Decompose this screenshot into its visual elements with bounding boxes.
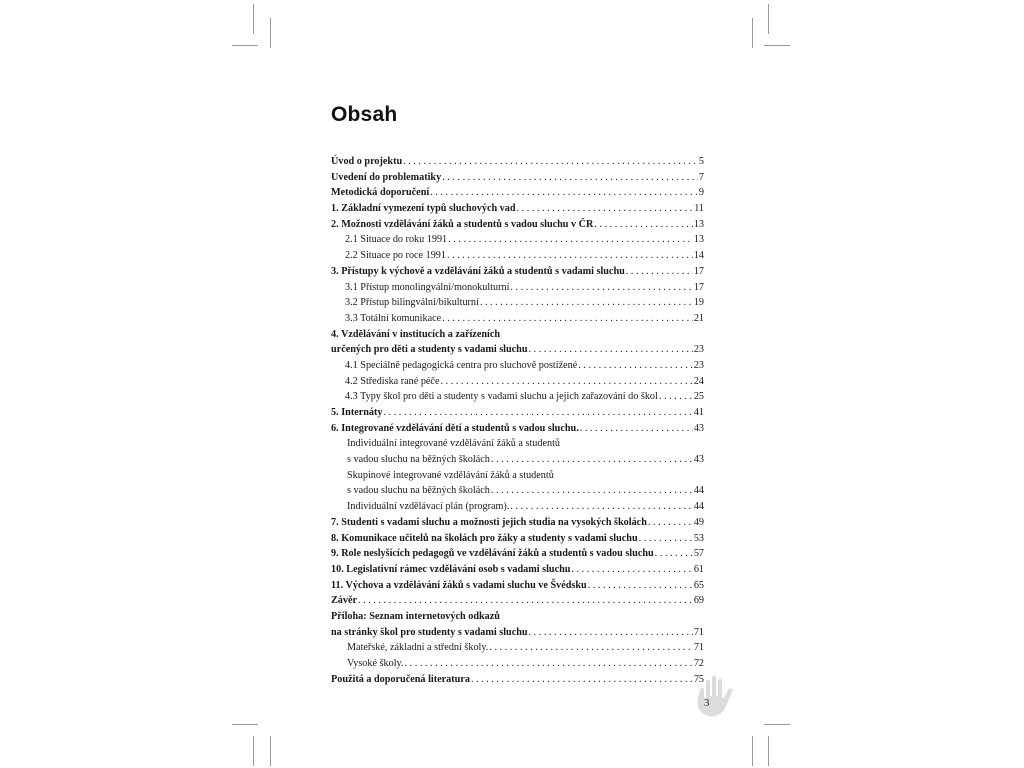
toc-entry (331, 436, 704, 452)
toc-entry-page: 24 (693, 375, 704, 387)
toc-entry (331, 264, 704, 280)
toc-entry (331, 295, 704, 311)
toc-entry-title: 3.3 Totální komunikace (345, 312, 442, 324)
toc-entry-page: 13 (693, 234, 704, 246)
toc-leader-dots (626, 264, 693, 280)
toc-leader-dots (510, 280, 692, 296)
toc-entry-title: 7. Studenti s vadami sluchu a možnosti jejich studia na vysokých školách (331, 516, 647, 528)
crop-mark-icon (764, 724, 790, 725)
toc-entry-page: 7 (698, 171, 704, 183)
toc-entry-title: 8. Komunikace učitelů na školách pro žáky a studenty s vadami sluchu (331, 532, 638, 544)
page-title: Obsah (331, 103, 398, 126)
toc-entry (331, 217, 704, 233)
toc-entry (331, 185, 704, 201)
toc-entry (331, 562, 704, 578)
toc-entry (331, 640, 704, 656)
toc-entry (331, 358, 704, 374)
toc-entry (331, 593, 704, 609)
toc-entry-page: 43 (693, 454, 704, 466)
toc-entry-title: Metodická doporučení (331, 187, 430, 199)
toc-entry-title: 5. Internáty (331, 407, 383, 418)
toc-entry-title: na stránky škol pro studenty s vadami sluchu (331, 626, 528, 638)
crop-mark-icon (768, 736, 769, 766)
toc-entry (331, 672, 704, 688)
toc-entry-page: 57 (693, 548, 704, 560)
toc-entry-title: 10. Legislativní rámec vzdělávání osob s vadami sluchu (331, 563, 571, 575)
toc-leader-dots (529, 342, 693, 358)
toc-entry-page: 44 (693, 501, 704, 513)
toc-entry (331, 232, 704, 248)
toc-entry-page: 21 (693, 312, 704, 324)
toc-entry (331, 625, 704, 641)
toc-leader-dots (655, 546, 693, 562)
toc-entry (331, 248, 704, 264)
toc-entry (331, 421, 704, 437)
toc-entry (331, 311, 704, 327)
toc-entry-page: 71 (693, 626, 704, 638)
toc-entry (331, 280, 704, 296)
toc-entry-title: Individuální vzdělávací plán (program). (347, 501, 510, 513)
toc-leader-dots (578, 358, 693, 374)
toc-entry-page: 75 (693, 673, 704, 685)
toc-entry-page: 11 (694, 203, 704, 215)
toc-entry (331, 170, 704, 186)
toc-entry (331, 452, 704, 468)
toc-entry-title: 9. Role neslyšících pedagogů ve vzdělávání žáků a studentů s vadou sluchu (331, 548, 654, 560)
toc-entry-title: Použitá a doporučená literatura (331, 673, 470, 685)
toc-leader-dots (471, 672, 693, 688)
toc-leader-dots (489, 640, 692, 656)
toc-leader-dots (491, 483, 693, 499)
crop-mark-icon (232, 724, 258, 725)
crop-mark-icon (253, 4, 254, 34)
toc-entry-page: 41 (693, 407, 704, 418)
toc-entry-page: 43 (693, 422, 704, 434)
toc-entry-page: 69 (693, 595, 704, 607)
toc-leader-dots (659, 389, 693, 405)
toc-entry (331, 374, 704, 390)
toc-leader-dots (403, 154, 698, 170)
crop-mark-icon (270, 18, 271, 48)
toc-leader-dots (648, 515, 693, 531)
toc-entry-title: určených pro děti a studenty s vadami sluchu (331, 344, 528, 356)
toc-entry (331, 546, 704, 562)
toc-entry-title: Vysoké školy. (347, 658, 404, 669)
toc-entry-page: 49 (693, 516, 704, 528)
toc-leader-dots (510, 499, 692, 515)
hand-icon (690, 672, 740, 720)
toc-entry-title: Závěr (331, 595, 358, 607)
toc-leader-dots (480, 295, 693, 311)
toc-leader-dots (594, 217, 692, 233)
toc-leader-dots (517, 201, 694, 217)
toc-entry (331, 327, 704, 343)
toc-entry-title: Uvedení do problematiky (331, 171, 442, 183)
toc-entry-title: Úvod o projektu (331, 156, 403, 167)
toc-entry-title: s vadou sluchu na běžných školách (347, 485, 490, 497)
toc-entry (331, 578, 704, 594)
toc-entry-title: 4. Vzdělávání v institucích a zařízeních (331, 328, 501, 340)
toc-leader-dots (430, 185, 698, 201)
toc-leader-dots (447, 248, 693, 264)
toc-entry-title: 4.3 Typy škol pro děti a studenty s vadami sluchu a jejich zařazování do škol (345, 391, 658, 403)
toc-entry (331, 389, 704, 405)
crop-mark-icon (752, 736, 753, 766)
toc-entry (331, 201, 704, 217)
toc-entry-title: 4.2 Střediska rané péče (345, 375, 440, 387)
toc-entry-title: 1. Základní vymezení typů sluchových vad (331, 203, 516, 215)
toc-entry (331, 656, 704, 672)
toc-entry-title: 3. Přístupy k výchově a vzdělávání žáků a studentů s vadami sluchu (331, 265, 625, 277)
toc-entry-page: 9 (698, 187, 704, 199)
toc-entry-title: 6. Integrované vzdělávání dětí a studentů s vadou sluchu. (331, 422, 579, 434)
toc-leader-dots (588, 578, 693, 594)
toc-entry-page: 61 (693, 563, 704, 575)
toc-entry-title: Mateřské, základní a střední školy. (347, 642, 489, 654)
toc-entry-page: 44 (693, 485, 704, 497)
toc-entry-page: 14 (693, 250, 704, 262)
page-number: 3 (704, 697, 710, 709)
toc-entry-page: 17 (693, 265, 704, 277)
toc-entry-title: s vadou sluchu na běžných školách (347, 454, 490, 466)
toc-entry (331, 405, 704, 421)
toc-leader-dots (529, 625, 693, 641)
toc-leader-dots (639, 531, 693, 547)
toc-entry (331, 609, 704, 625)
toc-entry (331, 515, 704, 531)
crop-mark-icon (752, 18, 753, 48)
toc-leader-dots (442, 311, 693, 327)
toc-leader-dots (442, 170, 698, 186)
toc-entry-title: 2.1 Situace do roku 1991 (345, 234, 448, 246)
toc-leader-dots (440, 374, 692, 390)
toc-entry-title: 4.1 Speciálně pedagogická centra pro sluchově postižené (345, 359, 578, 371)
toc-entry (331, 342, 704, 358)
toc-entry-page: 5 (698, 156, 704, 167)
toc-entry-title: Příloha: Seznam internetových odkazů (331, 610, 500, 622)
toc-entry-page: 23 (693, 344, 704, 356)
toc-entry-page: 13 (693, 218, 704, 230)
toc-entry-title: 2.2 Situace po roce 1991 (345, 250, 446, 262)
toc-entry-page: 72 (693, 658, 704, 669)
toc-entry-title: 11. Výchova a vzdělávání žáků s vadami sluchu ve Švédsku (331, 579, 587, 591)
toc-leader-dots (571, 562, 692, 578)
toc-entry-title: 3.1 Přístup monolingvální/monokulturní (345, 281, 510, 293)
toc-entry-title: 3.2 Přístup bilingválni/bikulturní (345, 297, 479, 309)
toc-entry-page: 65 (693, 579, 704, 591)
toc-leader-dots (580, 421, 693, 437)
toc-leader-dots (448, 232, 693, 248)
toc-entry-title: 2. Možnosti vzdělávání žáků a studentů s vadou sluchu v ČR (331, 218, 594, 230)
toc-entry-title: Individuální integrované vzdělávání žáků a studentů (347, 438, 561, 450)
crop-mark-icon (768, 4, 769, 34)
crop-mark-icon (232, 45, 258, 46)
toc-entry (331, 468, 704, 484)
toc-leader-dots (405, 656, 693, 672)
toc-entry (331, 531, 704, 547)
toc-entry-title: Skupinové integrované vzdělávání žáků a studentů (347, 469, 554, 481)
toc-entry-page: 25 (693, 391, 704, 403)
table-of-contents (331, 154, 704, 687)
crop-mark-icon (764, 45, 790, 46)
crop-mark-icon (270, 736, 271, 766)
toc-entry (331, 154, 704, 170)
toc-entry (331, 499, 704, 515)
toc-entry-page: 17 (693, 281, 704, 293)
toc-entry (331, 483, 704, 499)
toc-leader-dots (491, 452, 693, 468)
toc-entry-page: 71 (693, 642, 704, 654)
toc-entry-page: 19 (693, 297, 704, 309)
toc-entry-page: 23 (693, 359, 704, 371)
toc-leader-dots (358, 593, 693, 609)
toc-leader-dots (384, 405, 693, 421)
crop-mark-icon (253, 736, 254, 766)
toc-entry-page: 53 (693, 532, 704, 544)
